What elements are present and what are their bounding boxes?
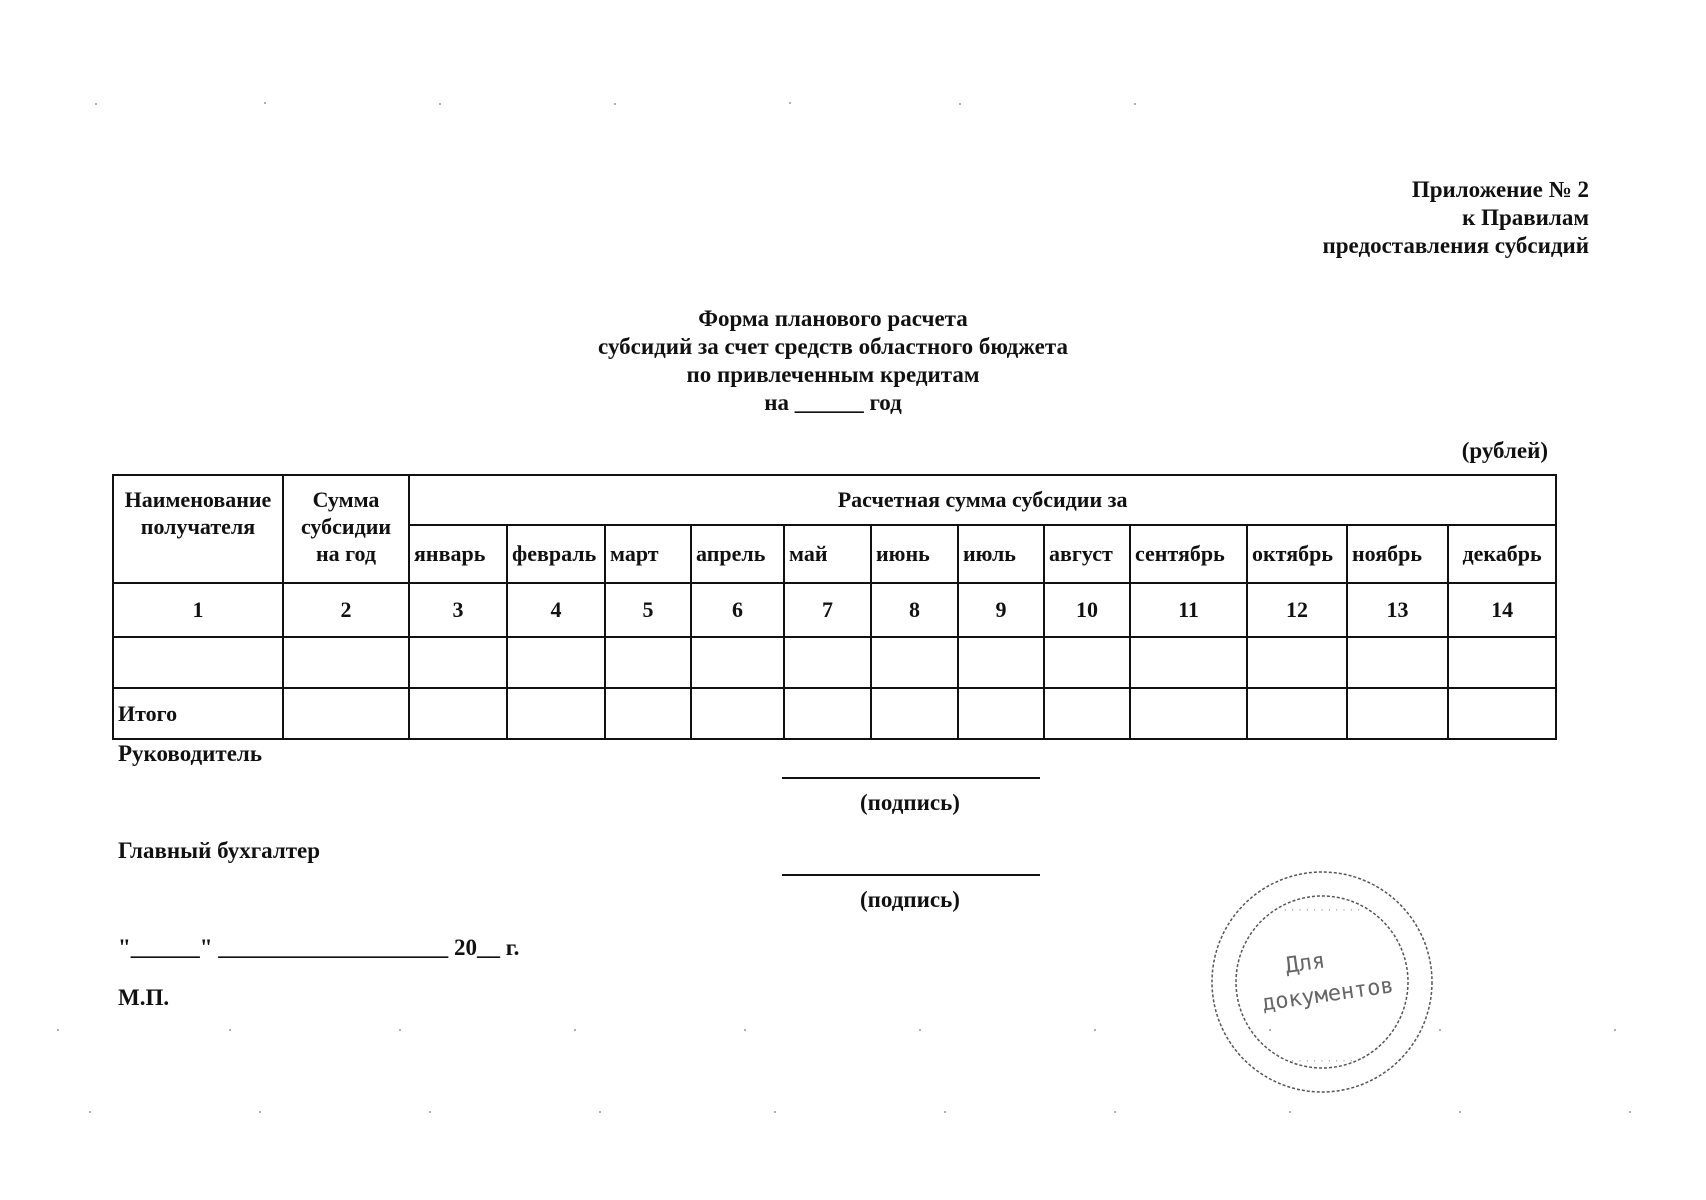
title-line-3: по привлеченным кредитам bbox=[686, 362, 980, 387]
column-number: 1 bbox=[113, 583, 283, 637]
table-cell bbox=[691, 637, 784, 688]
header-month: март bbox=[605, 525, 691, 583]
table-cell bbox=[605, 637, 691, 688]
table-row bbox=[113, 637, 1556, 688]
table-cell bbox=[871, 637, 958, 688]
header-month: январь bbox=[409, 525, 507, 583]
appendix-line-3: предоставления субсидий bbox=[1322, 233, 1589, 258]
table-cell bbox=[605, 688, 691, 739]
seal-label: М.П. bbox=[118, 985, 170, 1010]
column-number: 9 bbox=[958, 583, 1044, 637]
column-number: 3 bbox=[409, 583, 507, 637]
head-label: Руководитель bbox=[118, 741, 262, 766]
stamp-seal bbox=[1208, 868, 1436, 1096]
column-number: 10 bbox=[1044, 583, 1130, 637]
head-signature-line bbox=[782, 777, 1040, 779]
column-number: 12 bbox=[1247, 583, 1347, 637]
appendix-line-1: Приложение № 2 bbox=[1411, 177, 1589, 202]
title-line-4: на ______ год bbox=[764, 390, 902, 415]
header-month: август bbox=[1044, 525, 1130, 583]
table-cell bbox=[784, 688, 871, 739]
table-cell bbox=[113, 637, 283, 688]
column-number: 14 bbox=[1448, 583, 1556, 637]
header-recipient-name: Наименование получателя bbox=[113, 475, 283, 583]
table-cell bbox=[507, 637, 605, 688]
subsidy-table bbox=[112, 474, 1557, 740]
column-number: 5 bbox=[605, 583, 691, 637]
date-line: "______" ____________________ 20__ г. bbox=[118, 935, 520, 960]
stamp-text-2: документов bbox=[1260, 973, 1396, 1017]
header-month: сентябрь bbox=[1130, 525, 1247, 583]
total-row bbox=[113, 688, 1556, 739]
header-month: июль bbox=[958, 525, 1044, 583]
appendix-line-2: к Правилам bbox=[1462, 205, 1589, 230]
svg-text:· · · · · · · · · · ·: · · · · · · · · · · · bbox=[1283, 902, 1361, 916]
title-line-2: субсидий за счет средств областного бюджета bbox=[598, 334, 1068, 359]
header-month: февраль bbox=[507, 525, 605, 583]
column-number: 6 bbox=[691, 583, 784, 637]
header-month: октябрь bbox=[1247, 525, 1347, 583]
form-title bbox=[453, 305, 1213, 417]
table-cell bbox=[1247, 688, 1347, 739]
column-number: 2 bbox=[283, 583, 409, 637]
table-cell bbox=[1130, 637, 1247, 688]
total-label: Итого bbox=[113, 688, 283, 739]
header-month: июнь bbox=[871, 525, 958, 583]
table-cell bbox=[1044, 637, 1130, 688]
stamp-text-1: Для bbox=[1283, 948, 1327, 979]
table-cell bbox=[409, 637, 507, 688]
table-cell bbox=[958, 688, 1044, 739]
table-cell bbox=[409, 688, 507, 739]
svg-text:· · · · · · · · ·: · · · · · · · · · bbox=[1290, 1053, 1354, 1067]
header-monthly-group: Расчетная сумма субсидии за bbox=[409, 475, 1556, 525]
accountant-signature-caption: (подпись) bbox=[860, 887, 960, 912]
table-cell bbox=[1448, 637, 1556, 688]
table-cell bbox=[691, 688, 784, 739]
column-number: 7 bbox=[784, 583, 871, 637]
table-cell bbox=[1448, 688, 1556, 739]
column-number: 11 bbox=[1130, 583, 1247, 637]
table-cell bbox=[283, 688, 409, 739]
table-cell bbox=[1347, 637, 1448, 688]
table-cell bbox=[784, 637, 871, 688]
appendix-header bbox=[1189, 176, 1589, 260]
header-month: ноябрь bbox=[1347, 525, 1448, 583]
accountant-signature-line bbox=[782, 874, 1040, 876]
table-cell bbox=[1130, 688, 1247, 739]
accountant-label: Главный бухгалтер bbox=[118, 838, 321, 863]
column-number: 4 bbox=[507, 583, 605, 637]
title-line-1: Форма планового расчета bbox=[698, 306, 968, 331]
header-month: декабрь bbox=[1448, 525, 1556, 583]
table-cell bbox=[1247, 637, 1347, 688]
table-cell bbox=[1347, 688, 1448, 739]
column-number: 13 bbox=[1347, 583, 1448, 637]
table-cell bbox=[958, 637, 1044, 688]
table-cell bbox=[283, 637, 409, 688]
table-cell bbox=[1044, 688, 1130, 739]
column-number: 8 bbox=[871, 583, 958, 637]
head-signature-caption: (подпись) bbox=[860, 790, 960, 815]
header-month: апрель bbox=[691, 525, 784, 583]
header-annual-sum: Сумма субсидии на год bbox=[283, 475, 409, 583]
table-cell bbox=[507, 688, 605, 739]
header-month: май bbox=[784, 525, 871, 583]
units-label: (рублей) bbox=[1461, 438, 1548, 463]
table-cell bbox=[871, 688, 958, 739]
